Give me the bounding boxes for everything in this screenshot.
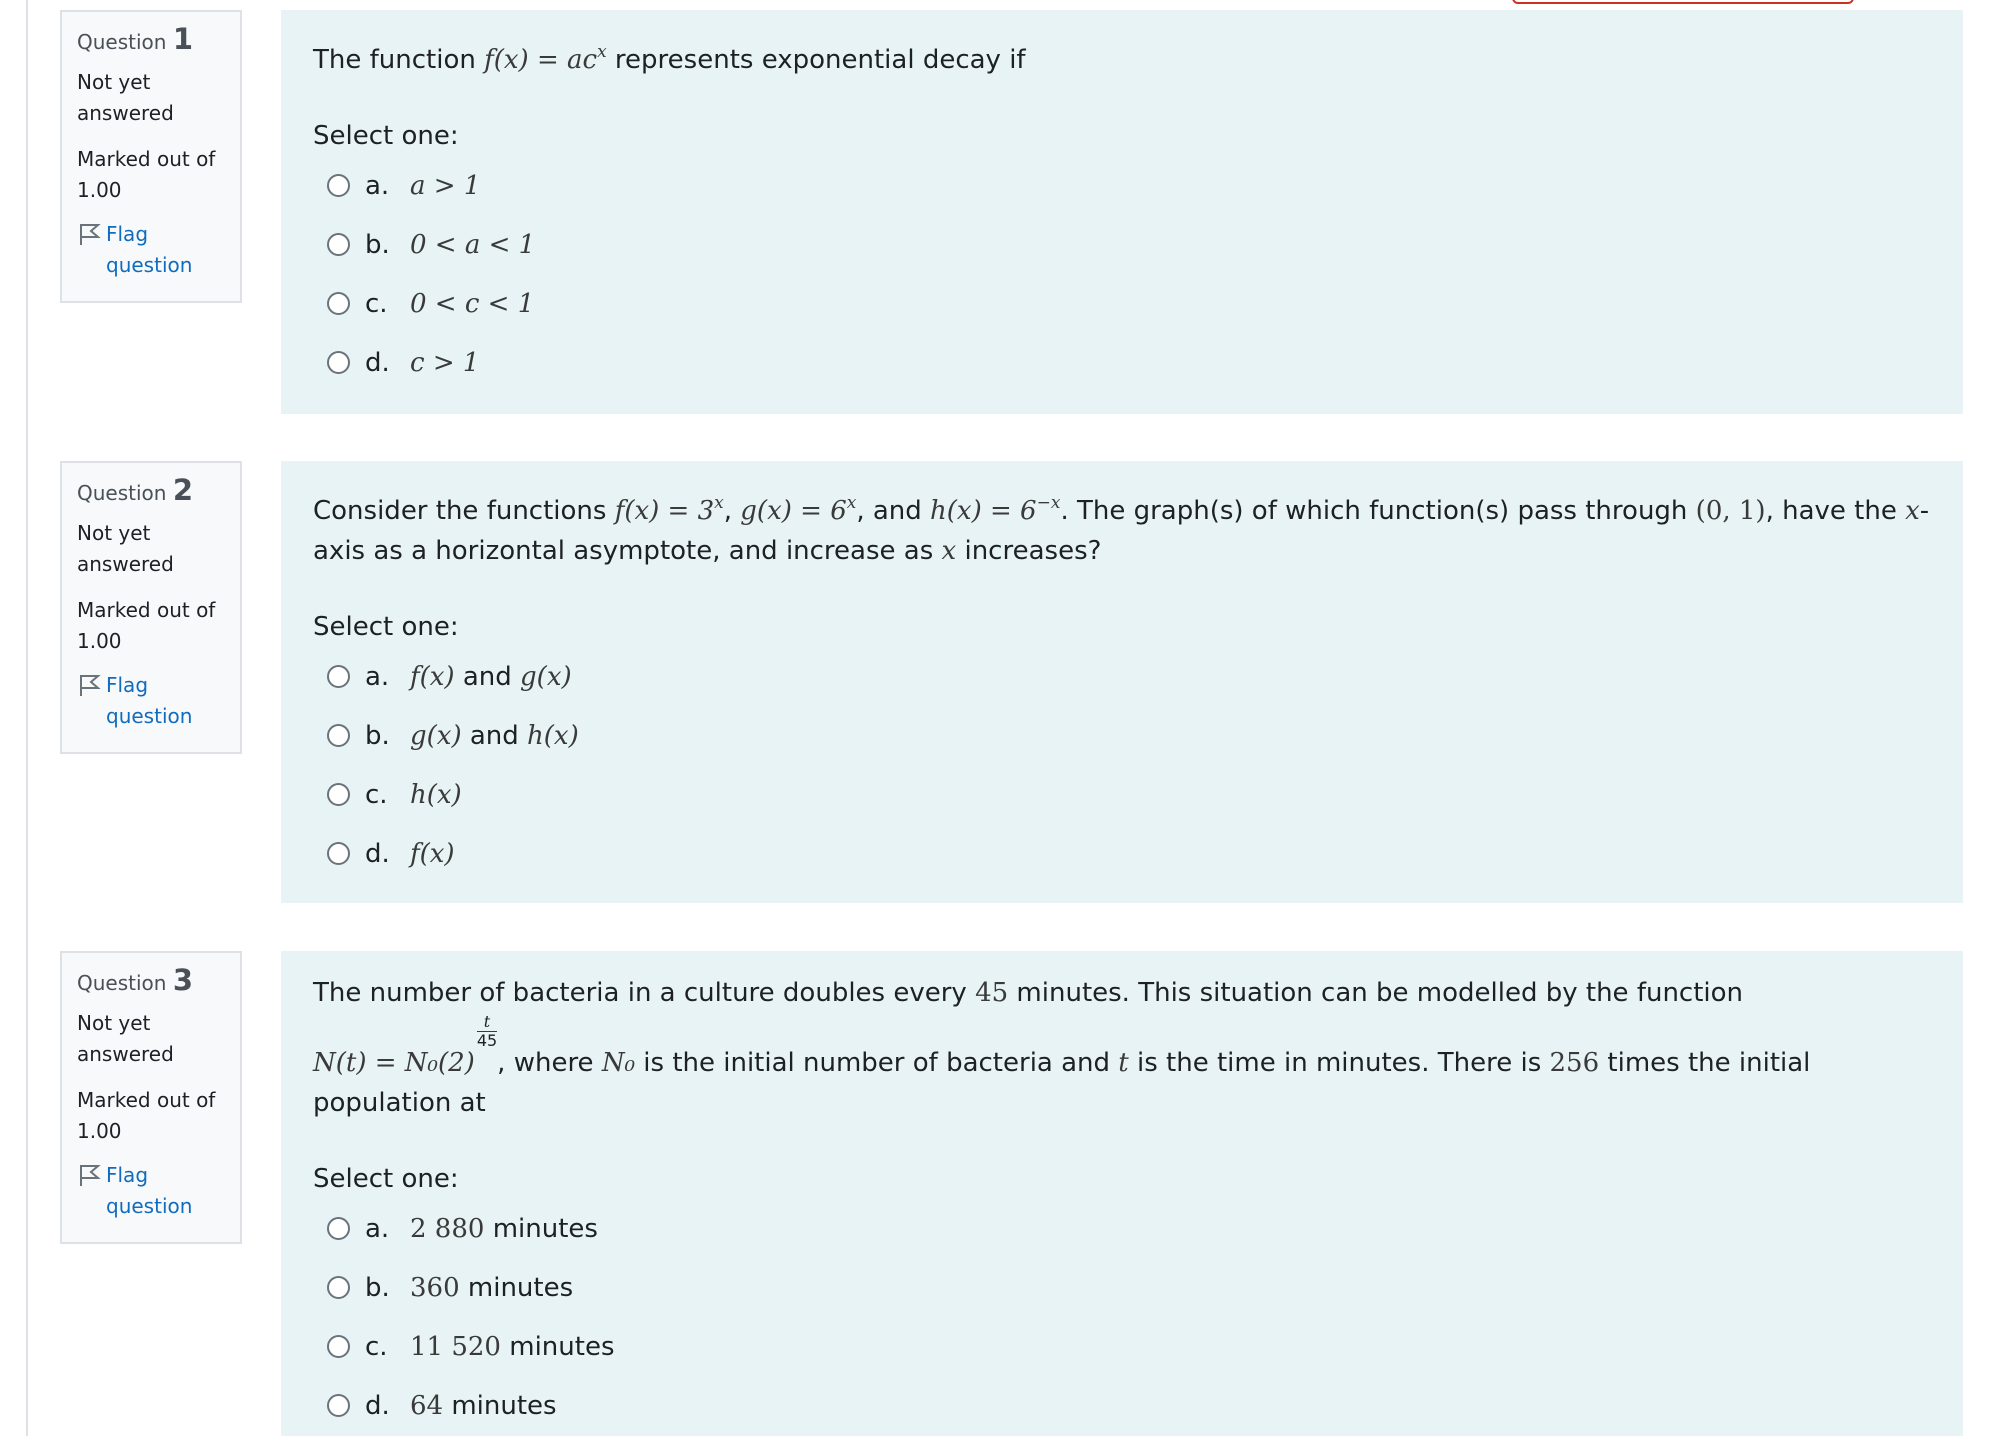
flag-icon [77, 221, 103, 247]
answer-option-d[interactable]: d. c > 1 [313, 333, 1931, 392]
question-grade: Marked out of 1.00 [77, 1088, 216, 1143]
answer-option-b[interactable]: b. 360 minutes [313, 1258, 1931, 1317]
radio-button[interactable] [327, 1217, 350, 1240]
radio-button[interactable] [327, 351, 350, 374]
select-one-prompt: Select one: [313, 612, 459, 642]
flag-question-link[interactable]: Flag question [77, 1160, 240, 1222]
radio-button[interactable] [327, 842, 350, 865]
answer-option-b[interactable]: b. 0 < a < 1 [313, 215, 1931, 274]
question-content [281, 461, 1963, 903]
question-state: Not yet answered [77, 70, 174, 125]
question-info [60, 10, 242, 303]
question-number: Question 2 [77, 473, 193, 507]
question-content [281, 951, 1963, 1436]
answer-option-c[interactable]: c. h(x) [313, 765, 1931, 824]
answer-option-c[interactable]: c. 0 < c < 1 [313, 274, 1931, 333]
answer-option-c[interactable]: c. 11 520 minutes [313, 1317, 1931, 1376]
question-state: Not yet answered [77, 1011, 174, 1066]
radio-button[interactable] [327, 724, 350, 747]
radio-button[interactable] [327, 1276, 350, 1299]
flag-question-link[interactable]: Flag question [77, 670, 240, 732]
question-state: Not yet answered [77, 521, 174, 576]
flag-icon [77, 672, 103, 698]
radio-button[interactable] [327, 233, 350, 256]
answer-option-a[interactable]: a. 2 880 minutes [313, 1199, 1931, 1258]
question-text: Consider the functions $f(x) = 3^x$, $g(x) = 6^x$, and $h(x) = 6^{-x}$. The graph(s) of which function(s) pass through (0, 1), have the x-axis as a horizontal asymptote, and increase as x increases? [313, 493, 1930, 566]
page-left-border [26, 0, 28, 1436]
question-content [281, 10, 1963, 414]
answer-option-d[interactable]: d. f(x) [313, 824, 1931, 883]
radio-button[interactable] [327, 174, 350, 197]
flag-icon [77, 1162, 103, 1188]
radio-button[interactable] [327, 1335, 350, 1358]
radio-button[interactable] [327, 292, 350, 315]
radio-button[interactable] [327, 783, 350, 806]
question-info [60, 461, 242, 754]
answer-option-a[interactable]: a. f(x) and g(x) [313, 647, 1931, 706]
select-one-prompt: Select one: [313, 121, 459, 151]
select-one-prompt: Select one: [313, 1164, 459, 1194]
question-number: Question 3 [77, 963, 193, 997]
radio-button[interactable] [327, 665, 350, 688]
question-number: Question 1 [77, 22, 193, 56]
answer-option-b[interactable]: b. g(x) and h(x) [313, 706, 1931, 765]
answer-option-a[interactable]: a. a > 1 [313, 156, 1931, 215]
question-info [60, 951, 242, 1244]
timer-box-edge [1512, 0, 1854, 4]
question-grade: Marked out of 1.00 [77, 598, 216, 653]
question-text: The function $f(x) = ac^x$ represents exponential decay if [313, 42, 1026, 75]
radio-button[interactable] [327, 1394, 350, 1417]
exponent-fraction: $\frac{t}{45}$ [476, 1012, 498, 1050]
question-text: The number of bacteria in a culture doubles every 45 minutes. This situation can be modelled by the function N(t) = N₀(2) $\frac{t}{45}$ , where N₀ is the initial number of bacteria and t is the time in minutes. There is 256 times the initial population at [313, 978, 1811, 1118]
answer-option-d[interactable]: d. 64 minutes [313, 1376, 1931, 1435]
flag-question-link[interactable]: Flag question [77, 219, 240, 281]
question-grade: Marked out of 1.00 [77, 147, 216, 202]
